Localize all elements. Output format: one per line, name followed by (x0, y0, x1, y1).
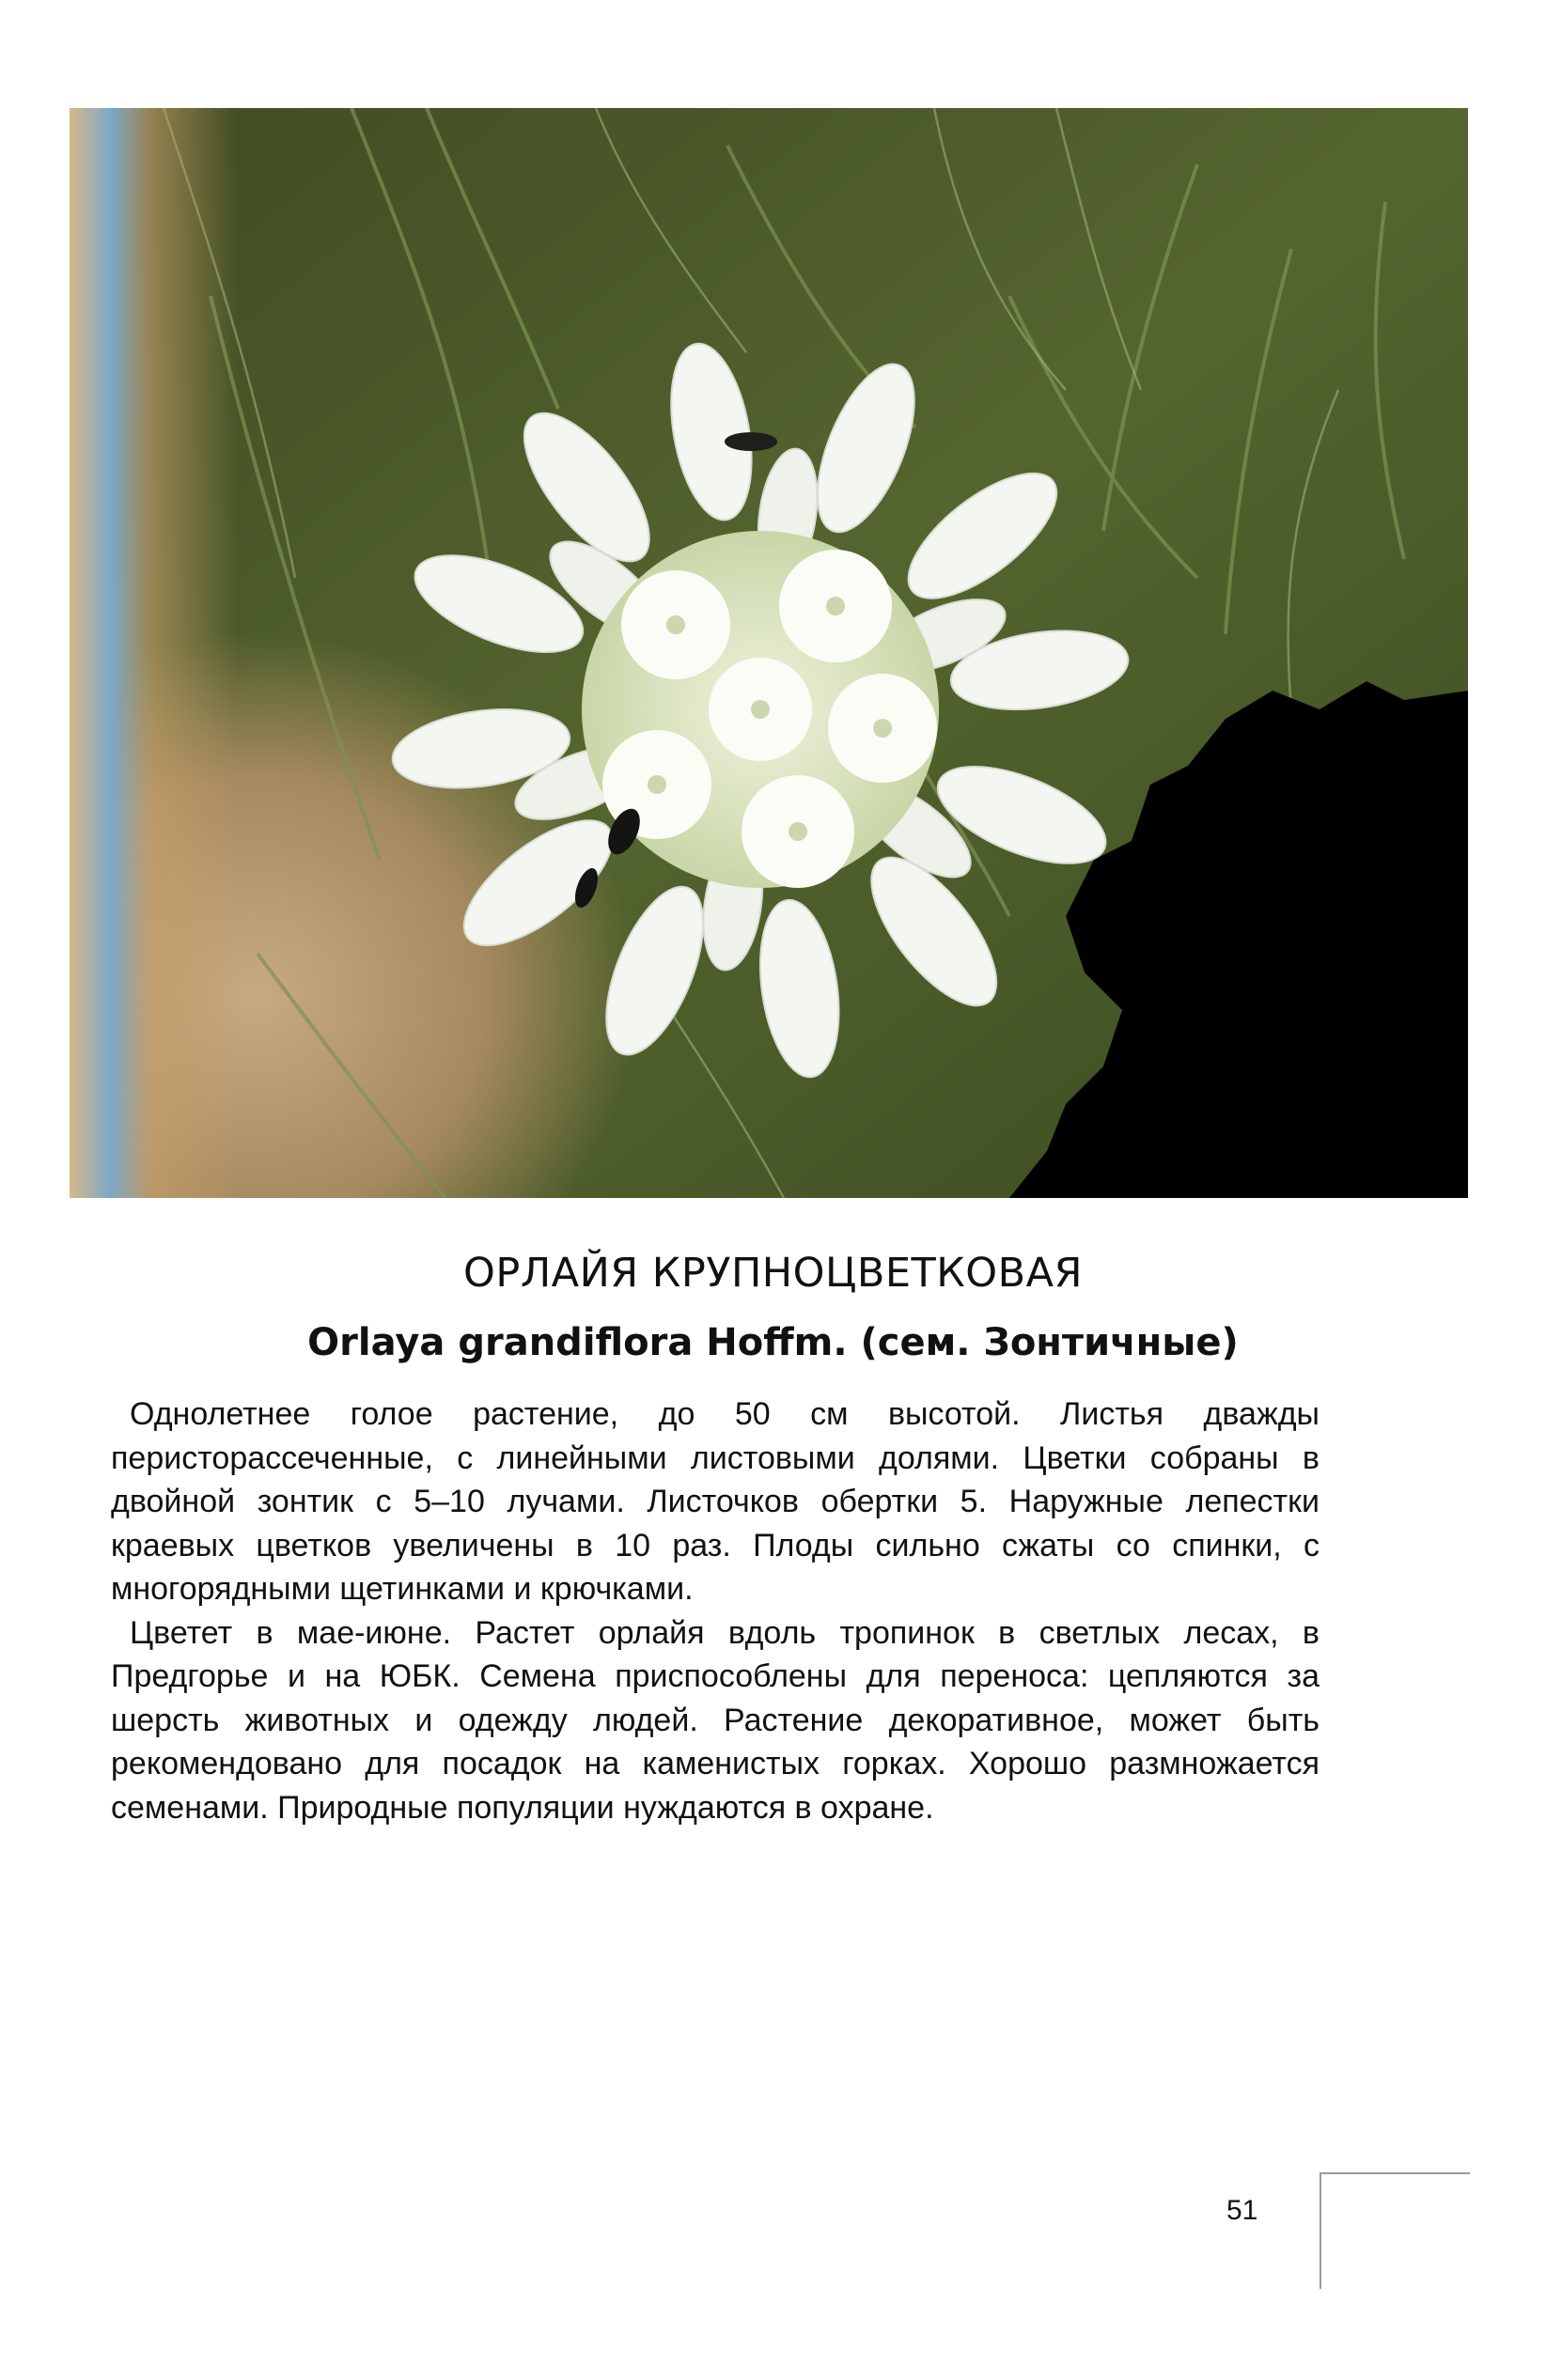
flower-photo (70, 108, 1468, 1198)
page-title: ОРЛАЙЯ КРУПНОЦВЕТКОВАЯ (463, 1250, 1083, 1297)
latin-name: Orlaya grandiflora Hoffm. (сем. Зонтичные) (307, 1321, 1239, 1364)
corner-mark (1320, 2172, 1470, 2174)
corner-mark-vertical (1320, 2172, 1321, 2289)
paragraph-ecology: Цветет в мае-июне. Растет орлайя вдоль тропинок в светлых лесах, в Предгорье и на ЮБК. Семена приспособлены для переноса: цепляются за шерсть животных и одежду людей. Растение декоративное, может быть рекомендовано для посадок на каменистых горках. Хорошо размножается семенами. Природные популяции нуждаются в охране. (111, 1614, 1320, 1826)
page-number: 51 (1226, 2195, 1258, 2226)
flower-photo-illustration (70, 108, 1468, 1198)
description (111, 1392, 1320, 1829)
paragraph-description: Однолетнее голое растение, до 50 см высотой. Листья дважды перисторассеченные, с линейными листовыми долями. Цветки собраны в двойной зонтик с 5–10 лучами. Листочков обертки 5. Наружные лепестки краевых цветков увеличены в 10 раз. Плоды сильно сжаты со спинки, с многорядными щетинками и крючками. (111, 1396, 1320, 1607)
